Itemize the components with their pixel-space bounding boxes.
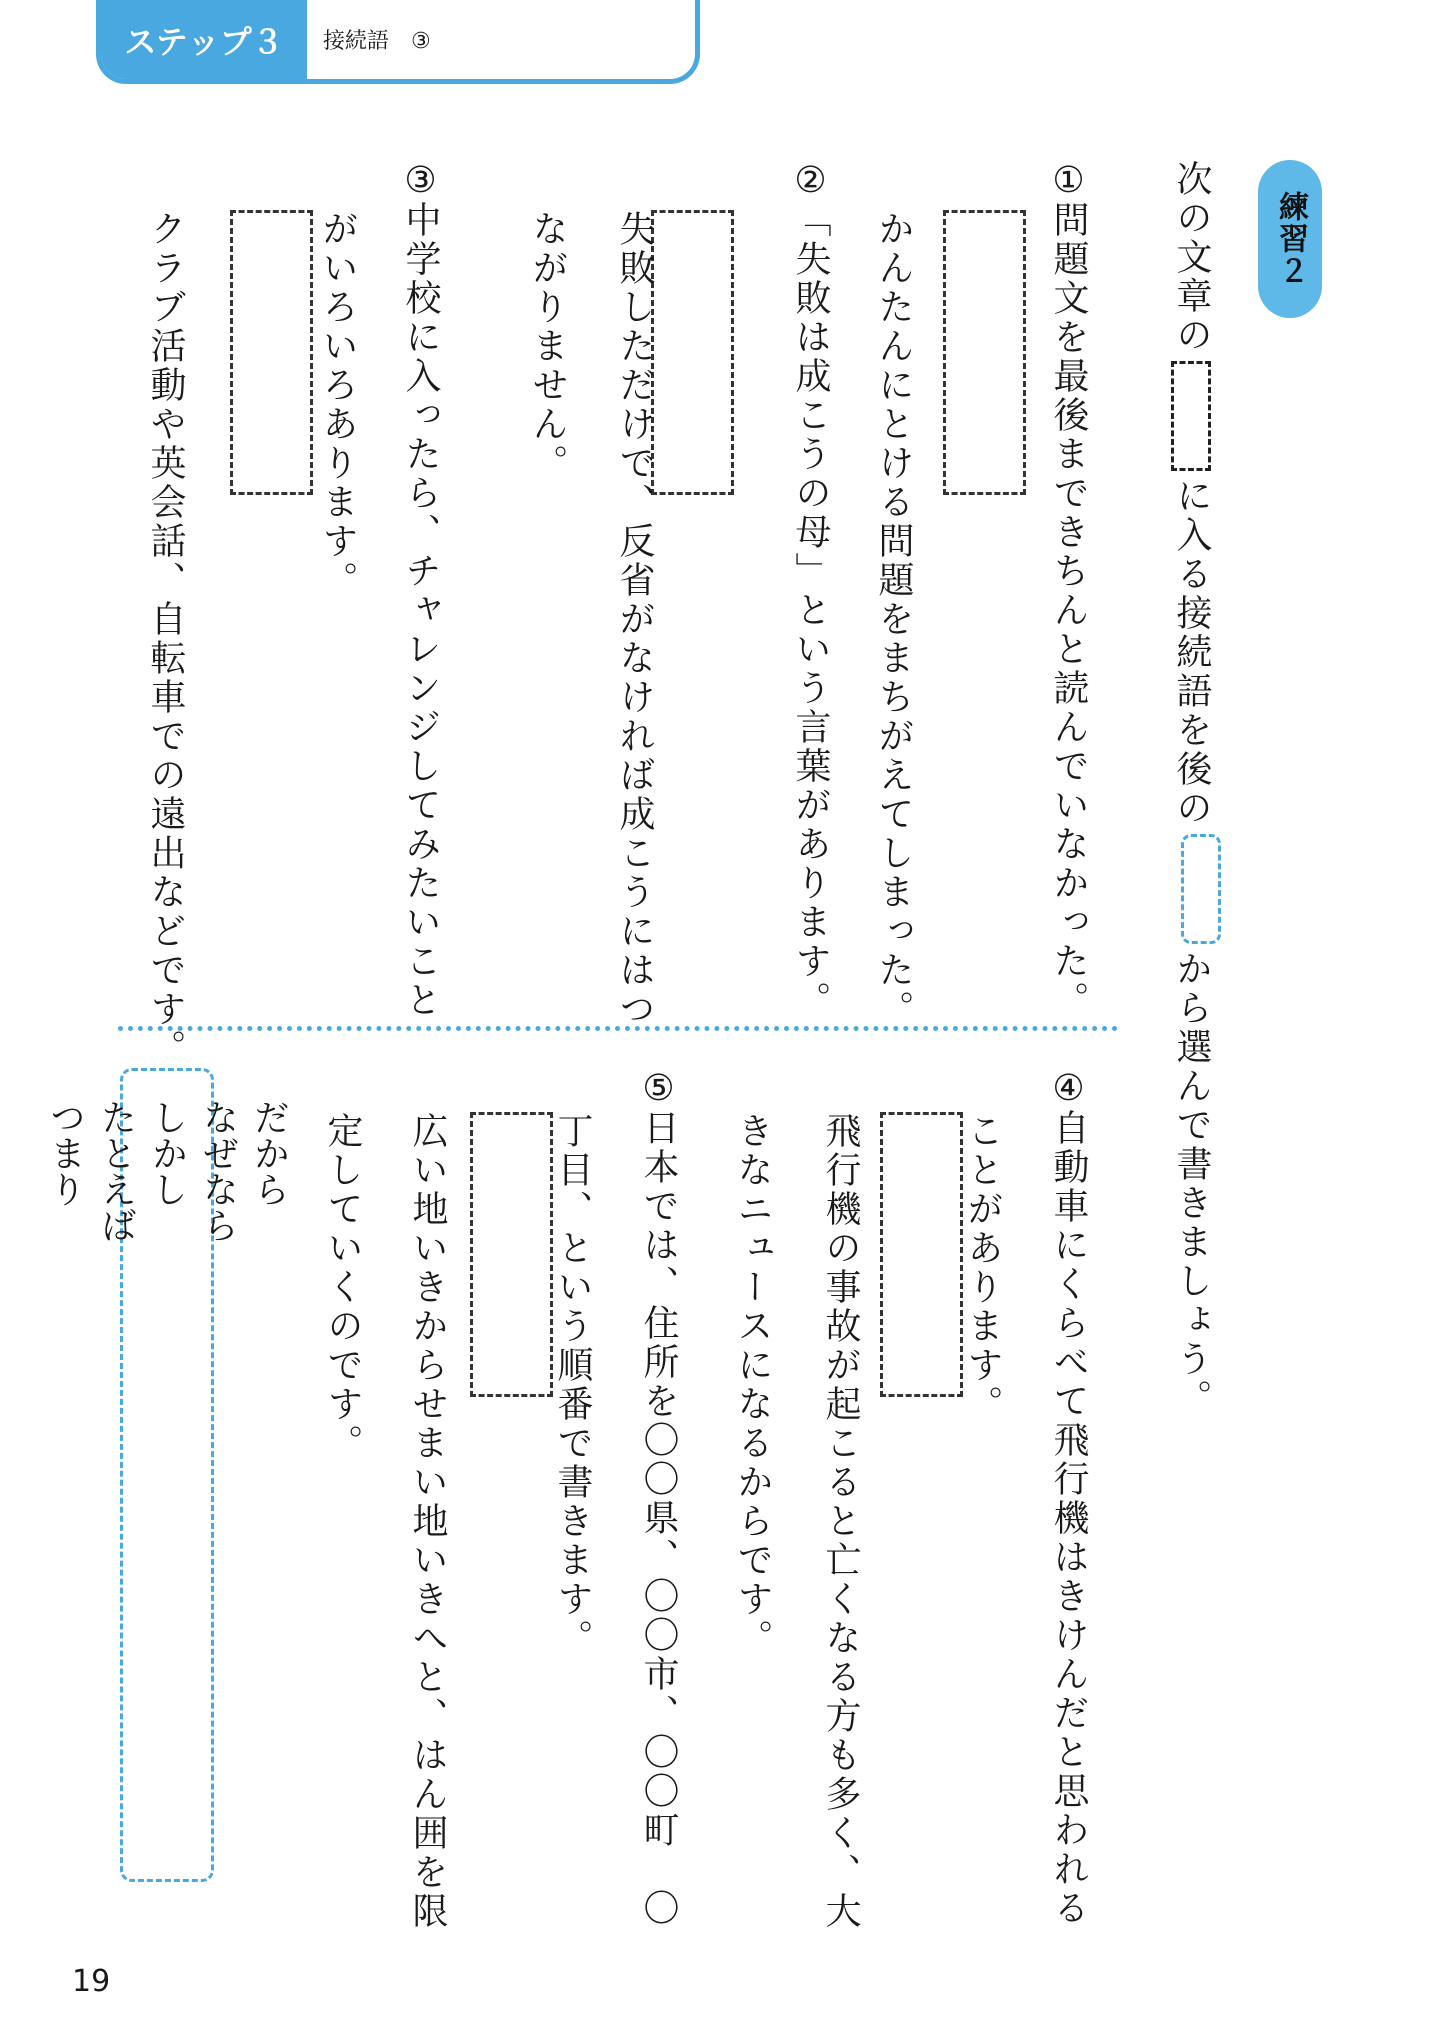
instruction-blank-box bbox=[1171, 361, 1211, 471]
q4-line4: きなニュースになるからです。 bbox=[732, 1112, 773, 1658]
q3-line1: ③中学校に入ったら、チャレンジしてみたいこと bbox=[400, 160, 441, 1020]
q5-answer-box[interactable] bbox=[470, 1112, 553, 1397]
step-label: ステップ３ bbox=[101, 0, 307, 79]
section-divider bbox=[118, 1026, 1118, 1031]
q5-line1: ⑤日本では、住所を〇〇県、〇〇市、〇〇町 〇 bbox=[638, 1068, 679, 1928]
q4-line3: 飛行機の事故が起こると亡くなる方も多く、大 bbox=[820, 1112, 861, 1931]
q1-answer-box[interactable] bbox=[943, 210, 1026, 495]
choice-2: なぜなら bbox=[197, 1099, 239, 1243]
instruction: 次の文章のに入る接続語を後のから選んで書きましょう。 bbox=[1171, 160, 1221, 1418]
choice-4: たとえば bbox=[95, 1099, 137, 1243]
q3-line3: クラブ活動や英会話、自転車での遠出などです。 bbox=[145, 210, 186, 1068]
q2-line3: ながりません。 bbox=[527, 210, 568, 483]
q5-line2: 丁目、という順番で書きます。 bbox=[552, 1112, 593, 1658]
q3-answer-box[interactable] bbox=[230, 210, 313, 495]
step-header bbox=[96, 0, 700, 84]
page-number: 19 bbox=[72, 1964, 111, 1999]
choice-1: だから bbox=[248, 1099, 290, 1207]
q1-line1: ①問題文を最後まできちんと読んでいなかった。 bbox=[1048, 160, 1089, 1020]
practice-badge: 練習２ bbox=[1258, 160, 1322, 318]
q2-line1: ②「失敗は成こうの母」という言葉があります。 bbox=[790, 160, 831, 1020]
choices-box bbox=[44, 1068, 290, 1882]
q4-line2: ことがあります。 bbox=[962, 1112, 1003, 1424]
topic-title: 接続語 ③ bbox=[323, 29, 431, 54]
q4-answer-box[interactable] bbox=[880, 1112, 963, 1397]
choice-5: つまり bbox=[44, 1099, 86, 1207]
instruction-choice-box bbox=[1181, 834, 1221, 944]
q5-line3: 広い地いきからせまい地いきへと、はん囲を限 bbox=[407, 1112, 448, 1931]
q2-answer-box[interactable] bbox=[651, 210, 734, 495]
q5-line4: 定していくのです。 bbox=[322, 1112, 363, 1463]
q2-line2: 失敗しただけで、反省がなければ成こうにはつ bbox=[614, 210, 655, 1029]
q4-line1: ④自動車にくらべて飛行機はきけんだと思われる bbox=[1048, 1068, 1089, 1928]
q1-line2: かんたんにとける問題をまちがえてしまった。 bbox=[873, 210, 914, 1029]
choice-3: しかし bbox=[146, 1099, 188, 1207]
q3-line2: がいろいろあります。 bbox=[317, 210, 358, 600]
